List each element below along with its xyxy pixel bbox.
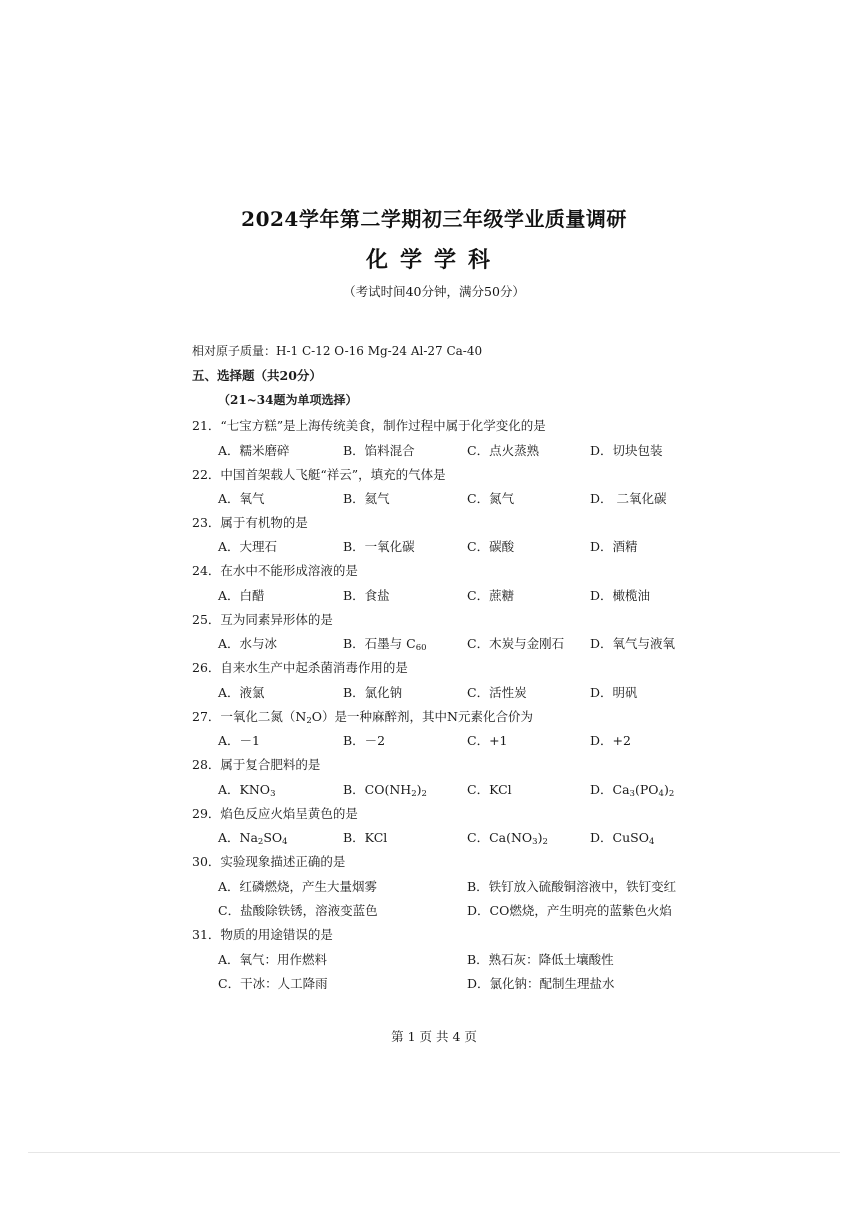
option-b: B．熟石灰：降低土壤酸性 [467, 952, 614, 967]
option-a: A．氧气 [218, 491, 265, 506]
option-d: D． 二氧化碳 [590, 491, 667, 506]
question-stem: 25．互为同素异形体的是 [192, 612, 333, 627]
question-stem: 21．“七宝方糕”是上海传统美食，制作过程中属于化学变化的是 [192, 418, 546, 433]
option-d: D．CuSO$_4$ [590, 830, 655, 847]
option-c: C．干冰：人工降雨 [218, 976, 328, 991]
question-stem: 27．一氧化二氮$(N_2O)$是一种麻醉剂，其中N元素化合价为 [192, 709, 533, 726]
option-b: B．食盐 [343, 588, 390, 603]
question-stem: 22．中国首架载人飞艇“祥云”，填充的气体是 [192, 467, 446, 482]
option-d: D．酒精 [590, 539, 638, 554]
section-title: 五、选择题（共20分） [192, 368, 322, 383]
option-c: C．点火蒸熟 [467, 443, 540, 458]
option-c: C．蔗糖 [467, 588, 515, 603]
subject-title: 化学学科 [365, 247, 502, 273]
option-d: D．切块包装 [590, 443, 663, 458]
question-stem: 31．物质的用途错误的是 [192, 927, 333, 942]
option-b: B．氯化钠 [343, 685, 403, 700]
option-d: D．CO燃烧，产生明亮的蓝紫色火焰 [467, 903, 672, 918]
option-c: C．KCl [467, 782, 512, 797]
option-d: D．氧气与液氧 [590, 636, 676, 651]
option-a: A．糯米磨碎 [218, 443, 290, 458]
option-b: B．馅料混合 [343, 443, 415, 458]
option-d: D．明矾 [590, 685, 638, 700]
option-d: D．$Ca_3(PO_4)_2$ [590, 782, 675, 799]
option-b: B．氦气 [343, 491, 390, 506]
atomic-masses: 相对原子质量：H-1 C-12 O-16 Mg-24 Al-27 Ca-40 [192, 344, 483, 358]
option-c: C．+1 [467, 733, 508, 748]
option-a: A．$KNO_3$ [218, 782, 276, 799]
exam-title: 2024学年第二学期初三年级学业质量调研 [241, 207, 627, 231]
option-c: C．木炭与金刚石 [467, 636, 565, 651]
option-c: C．盐酸除铁锈，溶液变蓝色 [218, 903, 378, 918]
option-a: A．水与冰 [218, 636, 278, 651]
page-footer: 第 1 页 共 4 页 [391, 1029, 477, 1044]
option-d: D．氯化钠：配制生理盐水 [467, 976, 615, 991]
option-a: A．红磷燃烧，产生大量烟雾 [218, 879, 378, 894]
question-stem: 30．实验现象描述正确的是 [192, 854, 346, 869]
question-stem: 28．属于复合肥料的是 [192, 757, 321, 772]
option-a: A．大理石 [218, 539, 278, 554]
option-c: C．氮气 [467, 491, 515, 506]
option-a: A．液氯 [218, 685, 265, 700]
question-stem: 26．自来水生产中起杀菌消毒作用的是 [192, 660, 408, 675]
bottom-divider [28, 1152, 840, 1153]
question-stem: 23．属于有机物的是 [192, 515, 308, 530]
option-a: A．$Na_2SO_4$ [218, 830, 288, 847]
option-d: D．橄榄油 [590, 588, 651, 603]
option-b: B．石墨与 $C_{60}$ [343, 636, 427, 653]
option-d: D．+2 [590, 733, 631, 748]
option-c: C．活性炭 [467, 685, 527, 700]
question-stem: 29．焰色反应火焰呈黄色的是 [192, 806, 358, 821]
option-b: B．KCl [343, 830, 388, 845]
option-a: A．氧气：用作燃料 [218, 952, 328, 967]
option-a: A．白醋 [218, 588, 265, 603]
option-b: B．一氧化碳 [343, 539, 415, 554]
exam-info: （考试时间40分钟，满分50分） [343, 284, 525, 299]
option-c: C．碳酸 [467, 539, 515, 554]
section-note: （21~34题为单项选择） [218, 393, 358, 407]
option-b: B．$CO(NH_2)_2$ [343, 782, 427, 799]
question-stem: 24．在水中不能形成溶液的是 [192, 563, 358, 578]
option-b: B．－2 [343, 733, 386, 748]
option-a: A．－1 [218, 733, 260, 748]
option-c: C．$Ca(NO_3)_2$ [467, 830, 548, 847]
option-b: B．铁钉放入硫酸铜溶液中，铁钉变红 [467, 879, 677, 894]
